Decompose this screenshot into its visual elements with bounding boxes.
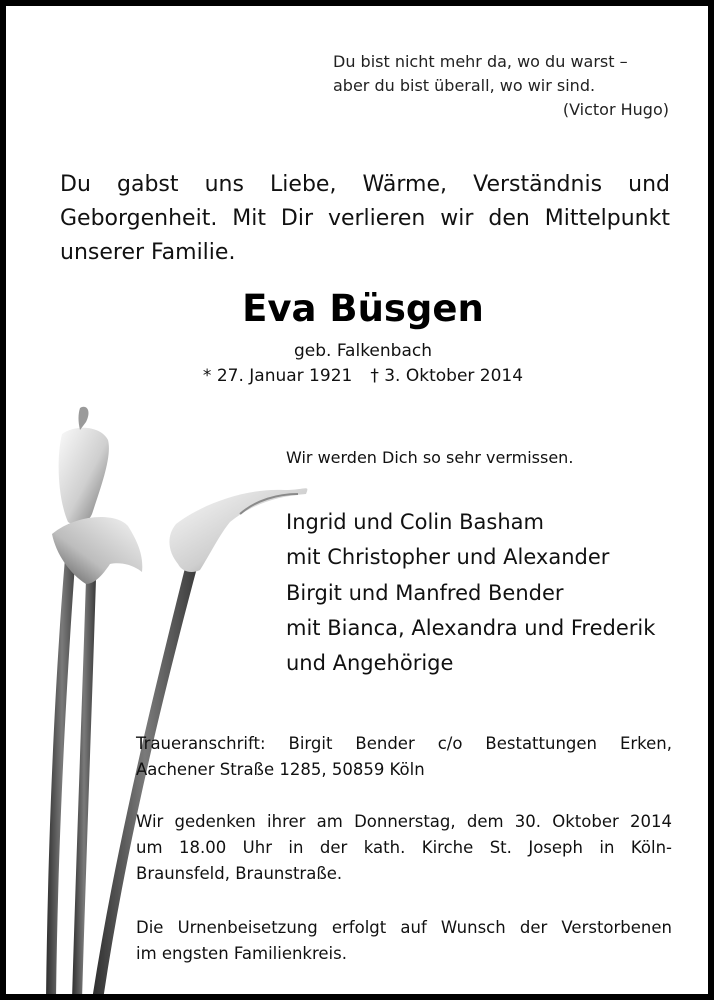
intro-line-3: unserer Familie. [60, 240, 236, 265]
mourners-group-1 [286, 505, 686, 575]
mourner-line: und Angehörige [286, 651, 454, 675]
deceased-name: Eva Büsgen [242, 287, 484, 330]
lily-stem-1 [46, 524, 78, 1000]
service-line-3: Braunsfeld, Braunstraße. [136, 864, 343, 883]
intro-line-2: Geborgenheit. Mit Dir verlieren wir den Mittelpunkt [60, 206, 670, 231]
mourner-line: mit Christopher und Alexander [286, 545, 610, 569]
lily-stem-2 [72, 579, 96, 1000]
urn-line-2: im engsten Familienkreis. [136, 944, 347, 963]
mourner-line: Birgit und Manfred Bender [286, 581, 564, 605]
mourner-line: mit Bianca, Alexandra und Frederik [286, 616, 656, 640]
intro-line-1: Du gabst uns Liebe, Wärme, Verständnis und [60, 172, 670, 197]
mourners-group-2 [286, 576, 686, 681]
lily-flower-1 [59, 428, 109, 525]
birth-name: geb. Falkenbach [293, 341, 432, 361]
service-line-2: um 18.00 Uhr in der kath. Kirche St. Joseph in Köln- [136, 838, 672, 857]
quote-author: (Victor Hugo) [562, 100, 669, 119]
miss-you-text: Wir werden Dich so sehr vermissen. [286, 448, 574, 467]
address-line-2: Aachener Straße 1285, 50859 Köln [136, 760, 425, 779]
quote-line-1: Du bist nicht mehr da, wo du warst – [333, 52, 628, 71]
calla-lily-illustration [6, 404, 336, 1000]
service-line-1: Wir gedenken ihrer am Donnerstag, dem 30. Oktober 2014 [136, 812, 672, 831]
quote-line-2: aber du bist überall, wo wir sind. [333, 76, 596, 95]
life-dates [6, 364, 714, 388]
address-line-1: Traueranschrift: Birgit Bender c/o Bestattungen Erken, [136, 734, 672, 753]
memorial-service [136, 809, 672, 887]
intro-text [60, 168, 670, 270]
lily-tip-1 [79, 407, 89, 430]
death-date: † 3. Oktober 2014 [370, 366, 524, 386]
urn-burial [136, 915, 672, 967]
urn-line-1: Die Urnenbeisetzung erfolgt auf Wunsch der Verstorbenen [136, 918, 672, 937]
birth-date: * 27. Januar 1921 [202, 366, 353, 386]
mourning-address [136, 731, 672, 783]
epigraph-quote [333, 50, 669, 122]
mourner-line: Ingrid und Colin Basham [286, 510, 544, 534]
